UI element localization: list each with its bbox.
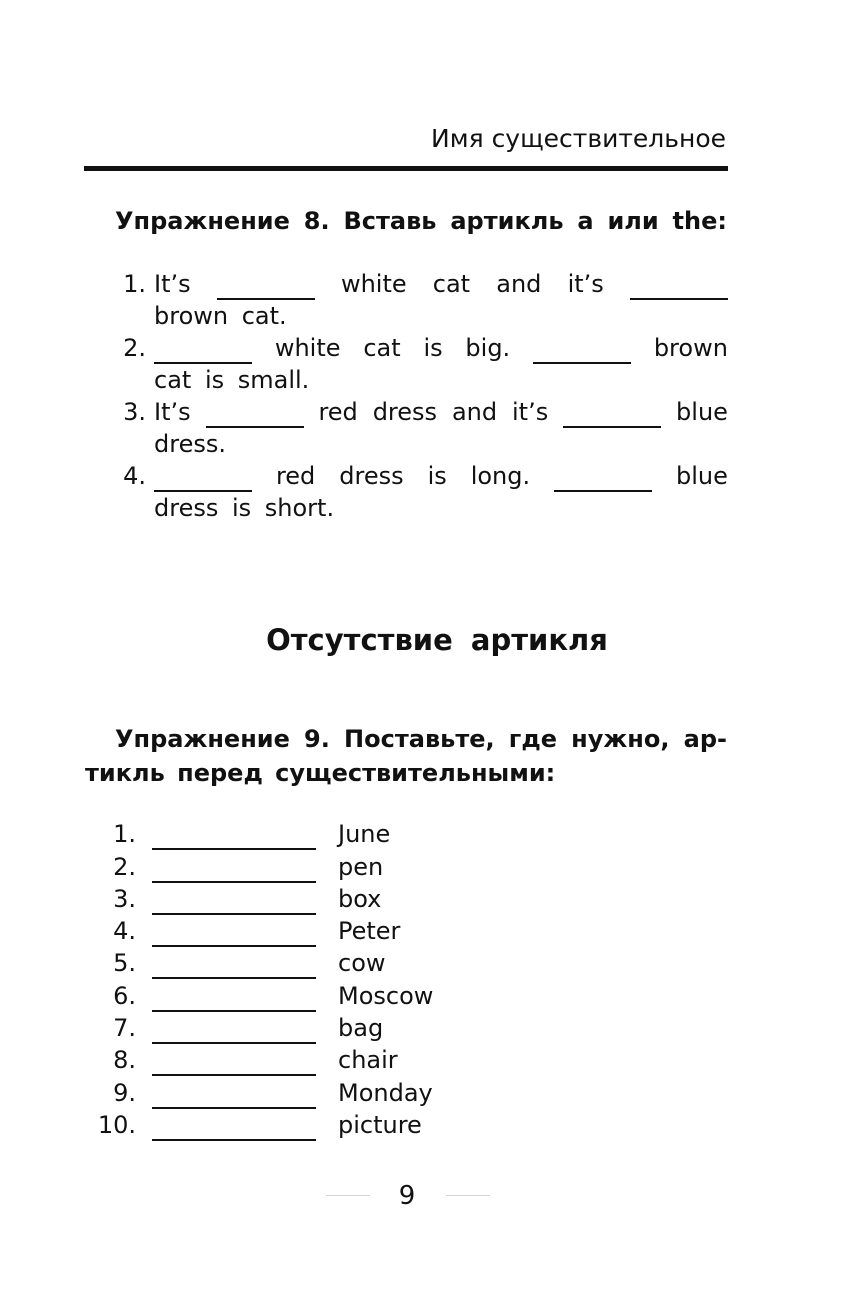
noun-word: Monday <box>338 1078 433 1107</box>
item-line-2: dress. <box>154 430 226 458</box>
exercise-9-item <box>96 1109 433 1141</box>
word: cat <box>363 334 401 362</box>
exercise-9-item <box>96 850 433 882</box>
noun-word: cow <box>338 949 386 978</box>
noun-word: box <box>338 884 382 913</box>
answer-blank[interactable] <box>152 857 316 883</box>
item-number: 10. <box>97 1110 136 1139</box>
answer-blank[interactable] <box>630 272 728 300</box>
word: blue <box>676 398 728 426</box>
word: blue <box>676 462 728 490</box>
answer-blank[interactable] <box>206 400 304 428</box>
answer-blank[interactable] <box>152 1050 316 1076</box>
answer-blank[interactable] <box>154 336 252 364</box>
word: and <box>496 270 542 298</box>
exercise-9-heading <box>85 722 727 790</box>
item-number: 1. <box>113 820 136 849</box>
word: It’s <box>154 398 191 426</box>
exercise-9-list <box>96 818 433 1141</box>
exercise-8-heading: Упражнение 8. Вставь артикль a или the: <box>115 207 727 235</box>
answer-blank[interactable] <box>152 824 316 850</box>
answer-blank[interactable] <box>554 464 652 492</box>
answer-blank[interactable] <box>563 400 661 428</box>
word: white <box>340 270 407 298</box>
exercise-9-item <box>96 1044 433 1076</box>
word: big. <box>465 334 511 362</box>
exercise-9-item <box>96 947 433 979</box>
item-line-2: brown cat. <box>154 302 287 330</box>
word: it’s <box>567 270 604 298</box>
word: white <box>274 334 341 362</box>
exercise-9-item <box>96 818 433 850</box>
footer-dash-left <box>326 1195 370 1196</box>
item-line-2: dress is short. <box>154 494 335 522</box>
section-title: Отсутствие артикля <box>266 623 608 657</box>
noun-word: Moscow <box>338 981 434 1010</box>
answer-blank[interactable] <box>152 921 316 947</box>
answer-blank[interactable] <box>152 953 316 979</box>
exercise-8-item <box>110 396 728 460</box>
noun-word: Peter <box>338 917 401 946</box>
noun-word: chair <box>338 1046 398 1075</box>
item-number: 8. <box>113 1046 136 1075</box>
answer-blank[interactable] <box>152 986 316 1012</box>
word: dress <box>372 398 438 426</box>
footer-dash-right <box>446 1195 490 1196</box>
exercise-9-item <box>96 979 433 1011</box>
answer-blank[interactable] <box>152 889 316 915</box>
item-line-1 <box>154 396 728 428</box>
word: long. <box>470 462 531 490</box>
noun-word: bag <box>338 1014 384 1043</box>
page-number: 9 <box>398 1181 416 1211</box>
noun-word: June <box>338 820 391 849</box>
exercise-8-item <box>110 460 728 524</box>
item-number: 2. <box>123 334 146 362</box>
noun-word: pen <box>338 852 384 881</box>
item-number: 4. <box>113 917 136 946</box>
word: red <box>318 398 358 426</box>
item-number: 1. <box>123 270 146 298</box>
header-rule <box>84 166 728 171</box>
word: is <box>423 334 443 362</box>
answer-blank[interactable] <box>152 1083 316 1109</box>
word: cat <box>432 270 471 298</box>
answer-blank[interactable] <box>152 1115 316 1141</box>
running-head-title: Имя существительное <box>431 124 726 153</box>
answer-blank[interactable] <box>217 272 315 300</box>
item-line-1 <box>154 268 728 300</box>
item-line-2: cat is small. <box>154 366 310 394</box>
exercise-9-item <box>96 915 433 947</box>
word: is <box>427 462 447 490</box>
word: and <box>451 398 498 426</box>
item-number: 7. <box>113 1014 136 1043</box>
exercise-9-item <box>96 883 433 915</box>
word: red <box>275 462 316 490</box>
word: it’s <box>512 398 549 426</box>
item-number: 6. <box>113 981 136 1010</box>
answer-blank[interactable] <box>533 336 631 364</box>
item-number: 3. <box>113 884 136 913</box>
exercise-9-heading-line1: Упражнение 9. Поставьте, где нужно, ар- <box>115 725 727 753</box>
item-number: 2. <box>113 852 136 881</box>
page-footer <box>0 1176 844 1216</box>
exercise-8-item <box>110 332 728 396</box>
noun-word: picture <box>338 1110 422 1139</box>
exercise-8-list <box>110 268 728 524</box>
answer-blank[interactable] <box>152 1018 316 1044</box>
exercise-9-item <box>96 1012 433 1044</box>
exercise-9-item <box>96 1076 433 1108</box>
item-number: 4. <box>123 462 146 490</box>
word: It’s <box>154 270 191 298</box>
exercise-9-heading-line2: тикль перед существительными: <box>85 759 556 787</box>
exercise-8-item <box>110 268 728 332</box>
answer-blank[interactable] <box>154 464 252 492</box>
item-line-1 <box>154 460 728 492</box>
item-number: 5. <box>113 949 136 978</box>
item-number: 3. <box>123 398 146 426</box>
word: dress <box>339 462 404 490</box>
item-line-1 <box>154 332 728 364</box>
word: brown <box>653 334 728 362</box>
item-number: 9. <box>113 1078 136 1107</box>
